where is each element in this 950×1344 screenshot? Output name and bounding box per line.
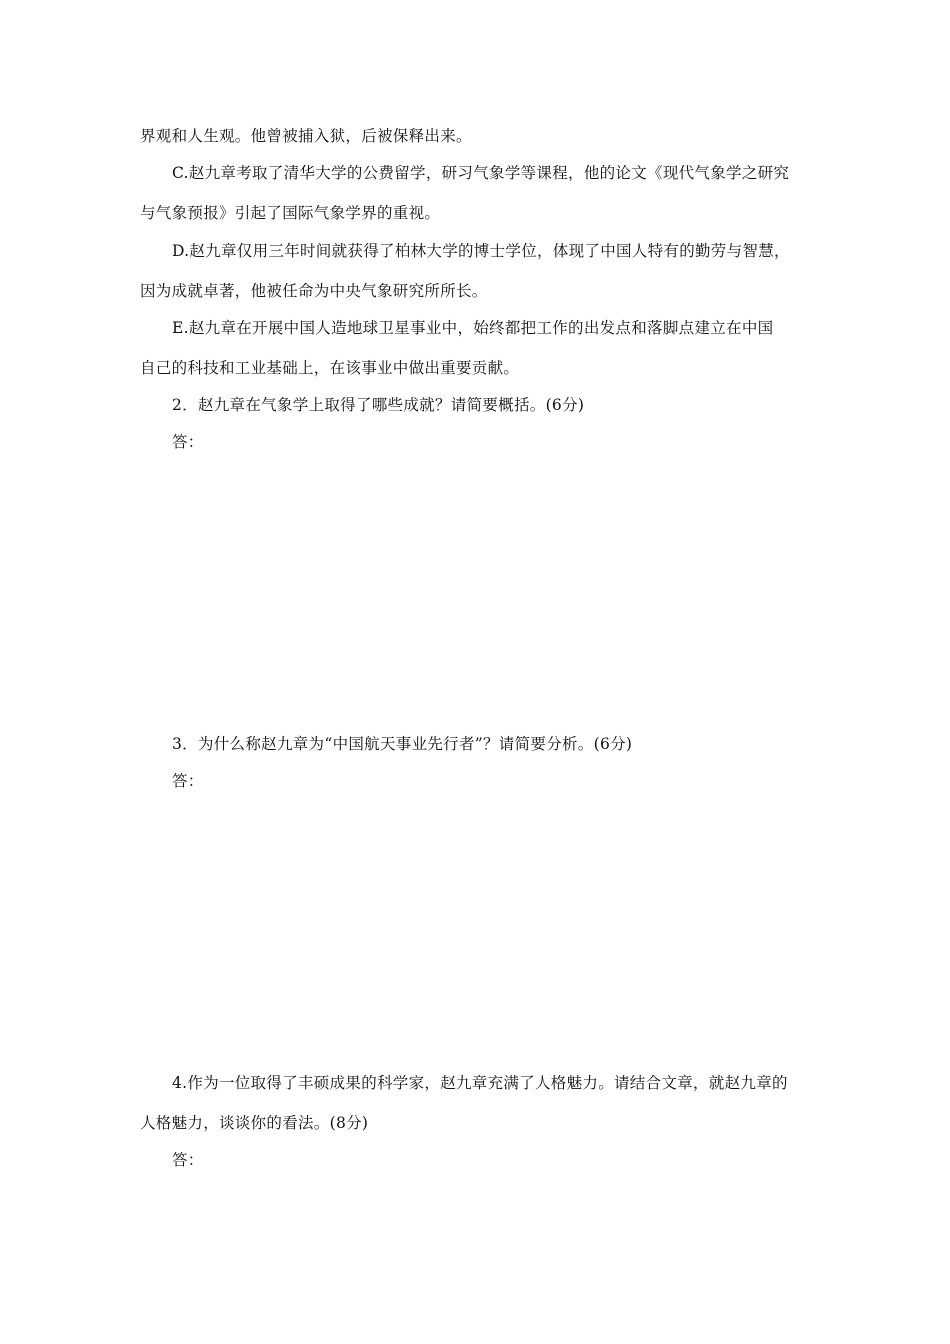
option-d-line-1: D.赵九章仅用三年时间就获得了柏林大学的博士学位，体现了中国人特有的勤劳与智慧， [172, 242, 790, 260]
option-e-line-2: 自己的科技和工业基础上，在该事业中做出重要贡献。 [140, 359, 520, 377]
question-2-answer-label: 答： [172, 433, 204, 451]
question-2: 2．赵九章在气象学上取得了哪些成就？请简要概括。(6分) [172, 396, 585, 414]
option-e-line-1: E.赵九章在开展中国人造地球卫星事业中，始终都把工作的出发点和落脚点建立在中国 [172, 319, 774, 337]
option-d-line-2: 因为成就卓著，他被任命为中央气象研究所所长。 [140, 282, 488, 300]
option-c-line-2: 与气象预报》引起了国际气象学界的重视。 [140, 204, 441, 222]
question-4-answer-label: 答： [172, 1151, 204, 1169]
question-3: 3．为什么称赵九章为“中国航天事业先行者”？请简要分析。(6分) [172, 735, 633, 753]
question-4-line-1: 4.作为一位取得了丰硕成果的科学家，赵九章充满了人格魅力。请结合文章，就赵九章的 [172, 1074, 788, 1092]
text-line: 界观和人生观。他曾被捕入狱，后被保释出来。 [140, 127, 472, 145]
question-3-answer-label: 答： [172, 772, 204, 790]
option-c-line-1: C.赵九章考取了清华大学的公费留学，研习气象学等课程，他的论文《现代气象学之研究 [172, 164, 790, 182]
question-4-line-2: 人格魅力，谈谈你的看法。(8分) [140, 1114, 369, 1132]
